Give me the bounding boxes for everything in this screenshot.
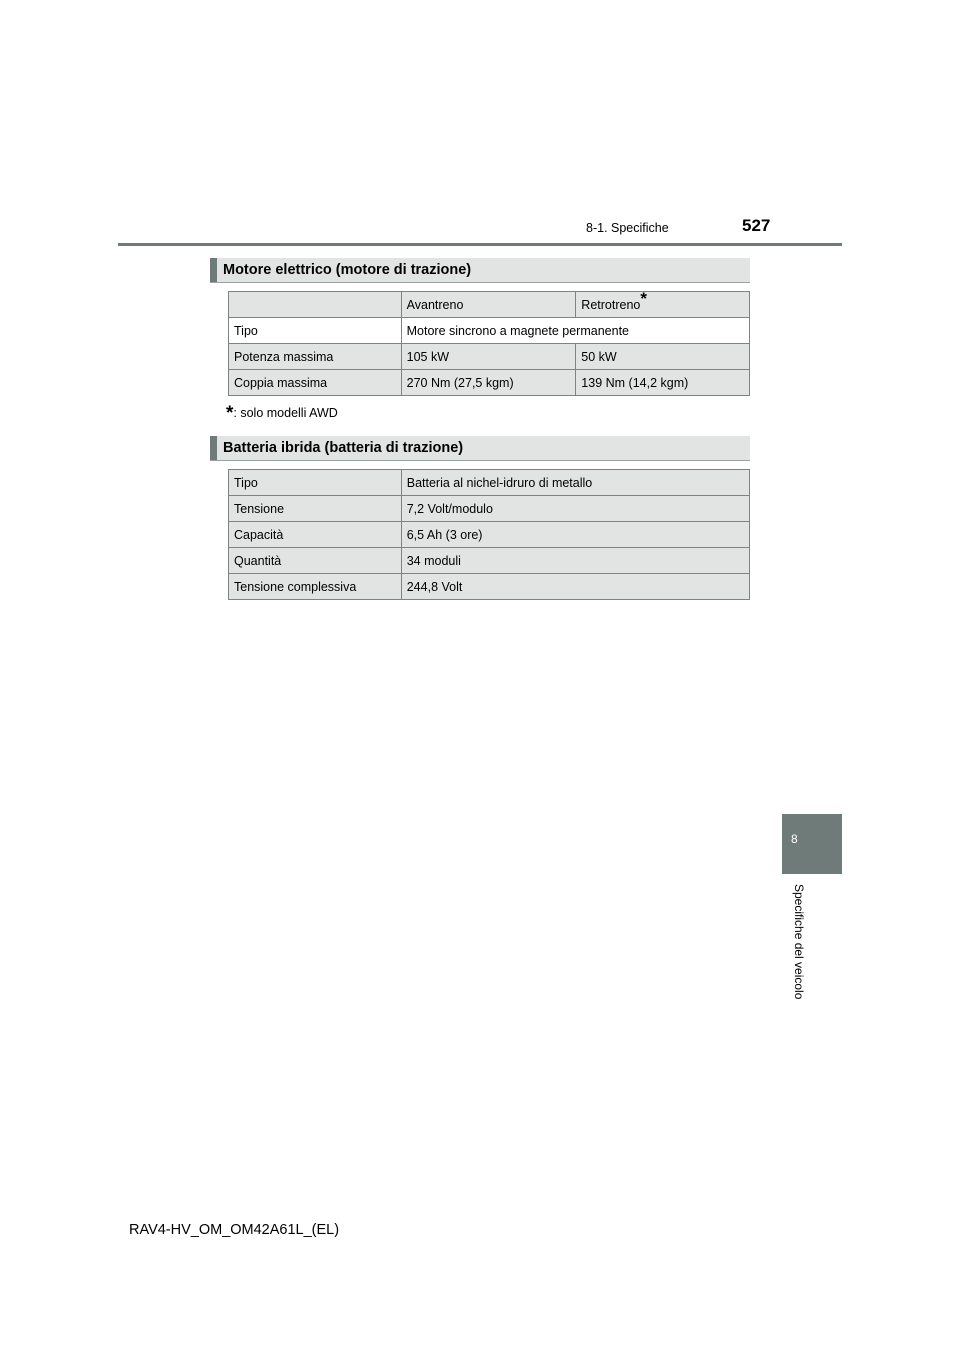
- motor-section-title: Motore elettrico (motore di trazione): [223, 262, 472, 278]
- row-label: Quantità: [229, 548, 402, 574]
- footnote: [226, 403, 338, 425]
- row-value: 244,8 Volt: [401, 574, 749, 600]
- motor-spec-table: [228, 291, 750, 396]
- table-header-cell: Avantreno: [401, 292, 576, 318]
- chapter-tab: [782, 814, 842, 874]
- battery-section-title: Batteria ibrida (batteria di trazione): [223, 440, 464, 456]
- row-value: 34 moduli: [401, 548, 749, 574]
- footnote-marker: *: [640, 289, 647, 309]
- battery-section-heading: [210, 436, 750, 461]
- table-header-row: [229, 292, 750, 318]
- table-row: [229, 574, 750, 600]
- row-value-front: 105 kW: [401, 344, 576, 370]
- table-row: [229, 522, 750, 548]
- rear-header-label: Retrotreno: [581, 297, 641, 312]
- row-label: Tipo: [229, 470, 402, 496]
- table-header-cell: [576, 289, 750, 318]
- page-number: 527: [742, 216, 771, 235]
- table-row: [229, 548, 750, 574]
- footnote-text: : solo modelli AWD: [233, 406, 338, 420]
- row-value-front: 270 Nm (27,5 kgm): [401, 370, 576, 396]
- footnote-marker: *: [226, 403, 234, 424]
- row-value: 6,5 Ah (3 ore): [401, 522, 749, 548]
- heading-marker: [210, 436, 217, 460]
- table-row: [229, 344, 750, 370]
- chapter-title: Specifiche del veicolo: [792, 884, 806, 1000]
- motor-section-heading: [210, 258, 750, 283]
- row-label: Capacità: [229, 522, 402, 548]
- row-label: Tensione complessiva: [229, 574, 402, 600]
- table-row: [229, 318, 750, 344]
- row-value: Motore sincrono a magnete permanente: [401, 318, 749, 344]
- chapter-number: 8: [791, 832, 798, 846]
- table-row: [229, 470, 750, 496]
- heading-marker: [210, 258, 217, 282]
- header-divider: [118, 243, 842, 246]
- document-code: RAV4-HV_OM_OM42A61L_(EL): [129, 1222, 340, 1238]
- row-value-rear: 50 kW: [576, 344, 750, 370]
- row-label: Tensione: [229, 496, 402, 522]
- table-row: [229, 370, 750, 396]
- row-value-rear: 139 Nm (14,2 kgm): [576, 370, 750, 396]
- table-row: [229, 496, 750, 522]
- table-header-cell: [229, 292, 402, 318]
- row-value: Batteria al nichel-idruro di metallo: [401, 470, 749, 496]
- row-label: Potenza massima: [229, 344, 402, 370]
- row-label: Coppia massima: [229, 370, 402, 396]
- battery-spec-table: [228, 469, 750, 600]
- section-title: 8-1. Specifiche: [586, 221, 669, 235]
- row-value: 7,2 Volt/modulo: [401, 496, 749, 522]
- row-label: Tipo: [229, 318, 402, 344]
